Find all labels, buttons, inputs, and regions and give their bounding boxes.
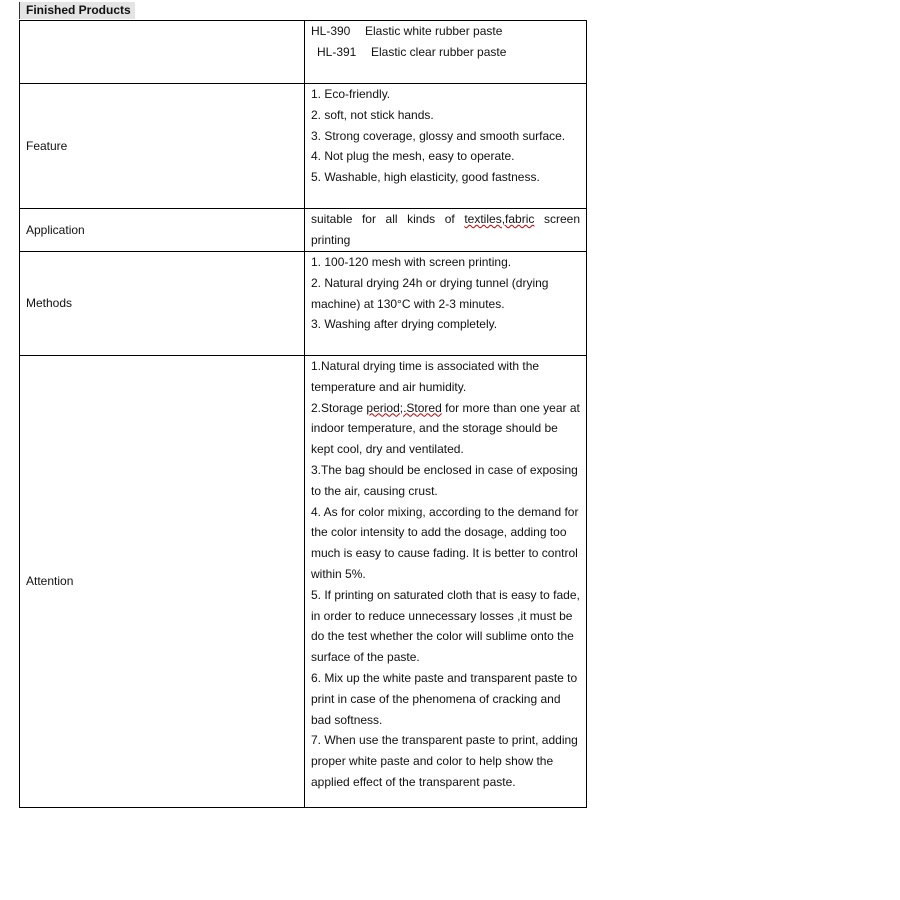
empty-label-cell (20, 21, 305, 84)
table-row (20, 84, 587, 209)
product-spec-table (19, 20, 587, 808)
attention-item: 3.The bag should be enclosed in case of exposing to the air, causing crust. (311, 462, 578, 498)
attention-item: 6. Mix up the white paste and transparent paste to print in case of the phenomena of cracking and bad softness. (311, 670, 578, 727)
methods-line: 1. 100-120 mesh with screen printing. (311, 255, 512, 269)
application-text-part: suitable for all kinds of (311, 212, 455, 226)
table-row (20, 252, 587, 356)
feature-item: 1. Eco-friendly. (311, 87, 391, 101)
methods-line: 3. Washing after drying completely. (311, 317, 498, 332)
product-code: HL-391 (317, 44, 357, 59)
product-code: HL-390 (311, 24, 351, 38)
product-model-line (311, 42, 580, 63)
product-models-cell (305, 21, 587, 84)
table-row (20, 356, 587, 808)
methods-label: Methods (20, 252, 305, 356)
feature-item: 4. Not plug the mesh, easy to operate. (311, 149, 515, 164)
spellcheck-marked-text: period;.Stored (366, 400, 442, 415)
attention-item: 7. When use the transparent paste to print, adding proper white paste and color to help show the applied effect of the transparent paste. (311, 733, 578, 789)
methods-line: 2. Natural drying 24h or drying tunnel (drying (311, 275, 549, 290)
feature-item: 3. Strong coverage, glossy and smooth surface. (311, 128, 566, 143)
attention-list (305, 356, 587, 808)
attention-label: Attention (20, 356, 305, 808)
table-row (20, 209, 587, 252)
attention-text-part: 2.Storage (311, 400, 364, 415)
feature-list (305, 84, 587, 209)
application-text-part: screen (543, 212, 580, 226)
attention-item: 5. If printing on saturated cloth that is easy to fade, in order to reduce unnecessary losses ,it must be do the test whether the color will sublime onto the surface of the paste. (311, 587, 580, 665)
application-label: Application (20, 209, 305, 252)
application-line (311, 209, 580, 230)
feature-item: 5. Washable, high elasticity, good fastness. (311, 170, 540, 185)
methods-list (305, 252, 587, 356)
feature-label: Feature (20, 84, 305, 209)
table-row (20, 21, 587, 84)
attention-item: 4. As for color mixing, according to the demand for the color intensity to add the dosage, adding too much is easy to cause fading. It is better to control within 5%. (311, 504, 579, 581)
product-model-line (311, 21, 580, 42)
methods-line: machine) at 130°C with 2-3 minutes. (311, 296, 505, 311)
attention-text-part: for more than one year at indoor temperature, and the storage should be kept cool, dry and ventilated. (311, 400, 580, 457)
attention-item: 1.Natural drying time is associated with the temperature and air humidity. (311, 359, 540, 394)
product-name: Elastic clear rubber paste (371, 44, 507, 59)
product-name: Elastic white rubber paste (365, 24, 503, 38)
attention-item (311, 398, 580, 460)
application-line: printing (311, 232, 351, 247)
spellcheck-marked-text: textiles,fabric (464, 212, 535, 226)
application-text (305, 209, 587, 252)
feature-item: 2. soft, not stick hands. (311, 107, 434, 122)
section-heading: Finished Products (19, 2, 135, 19)
